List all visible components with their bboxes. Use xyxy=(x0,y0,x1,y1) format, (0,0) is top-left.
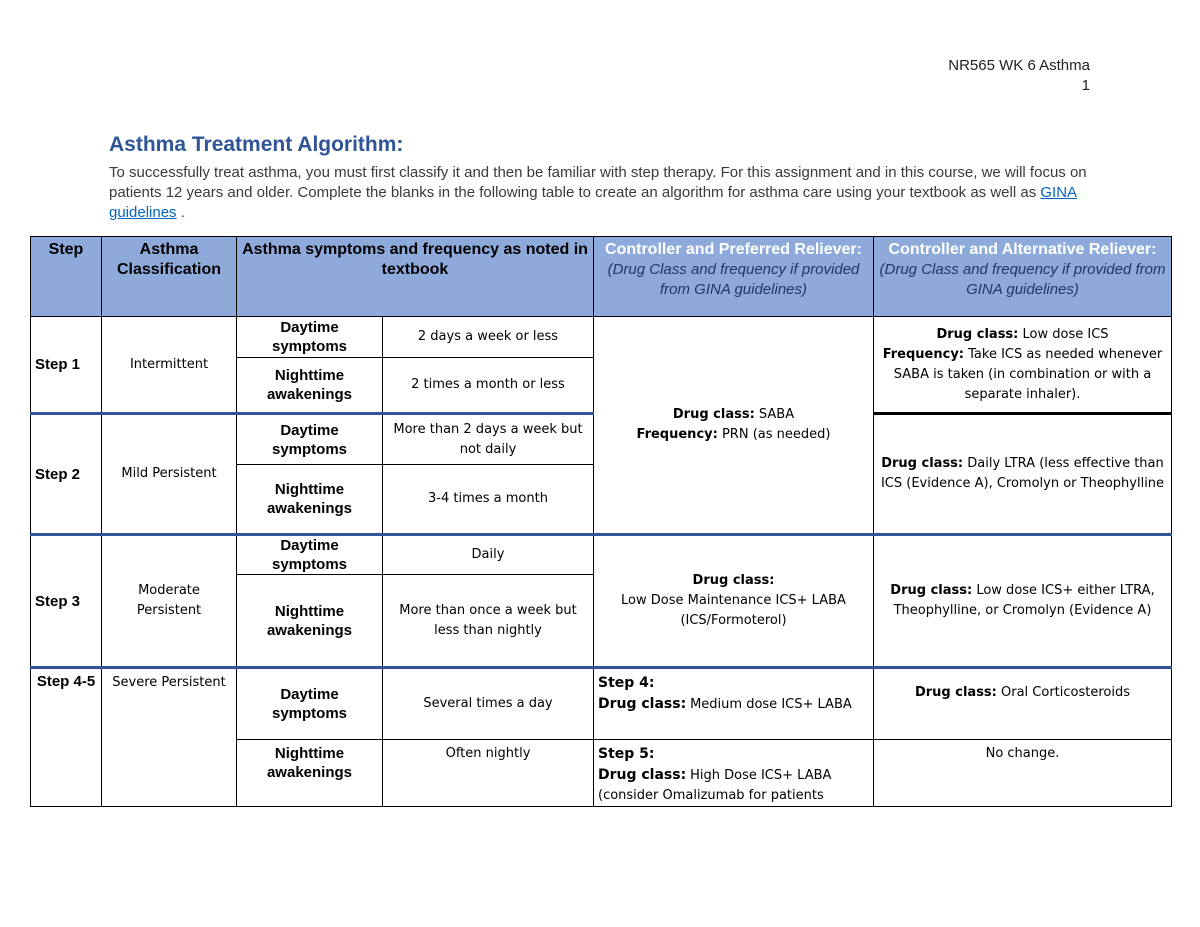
header-step: Step xyxy=(31,237,102,317)
step3-daytime-label: Daytime symptoms xyxy=(237,535,383,575)
header-alternative xyxy=(874,237,1172,317)
step5-alternative: No change. xyxy=(874,740,1172,807)
step3-alternative xyxy=(874,535,1172,668)
step2-classification: Mild Persistent xyxy=(102,414,237,535)
step2-alt-drug: Daily LTRA (less effective than ICS (Evidence A), Cromolyn or Theophylline xyxy=(880,456,1165,491)
step3-preferred xyxy=(594,535,874,668)
step4-drug: Medium dose ICS+ LABA xyxy=(690,697,852,712)
step1-alt-freq: Take ICS as needed whenever SABA is taken (in combination or with a separate inhaler). xyxy=(893,346,1163,402)
step4-alt-drug-label: Drug class: xyxy=(914,685,997,700)
step2-nighttime-value: 3-4 times a month xyxy=(383,465,594,535)
step3-nighttime-label: Nighttime awakenings xyxy=(237,575,383,668)
step45-step: Step 4-5 xyxy=(31,668,102,807)
step45-classification: Severe Persistent xyxy=(102,668,237,807)
step3-nighttime-value: More than once a week but less than nightly xyxy=(383,575,594,668)
step5-drug: High Dose ICS+ LABA xyxy=(690,768,832,783)
page-title: Asthma Treatment Algorithm: xyxy=(109,133,404,156)
step1-nighttime-value: 2 times a month or less xyxy=(383,358,594,414)
header-symptoms: Asthma symptoms and frequency as noted in textbook xyxy=(237,237,594,317)
step1-2-preferred xyxy=(594,317,874,535)
step3-daytime-value: Daily xyxy=(383,535,594,575)
step1-daytime-label: Daytime symptoms xyxy=(237,317,383,358)
step2-alternative xyxy=(874,414,1172,535)
step5-preferred xyxy=(594,740,874,807)
course-header: NR565 WK 6 Asthma xyxy=(948,57,1090,74)
step4-label: Step 4: xyxy=(598,675,655,691)
step45-nighttime-label: Nighttime awakenings xyxy=(237,740,383,807)
step5-drug-label: Drug class: xyxy=(598,767,687,783)
step2-daytime-label: Daytime symptoms xyxy=(237,414,383,465)
step1-daytime-value: 2 days a week or less xyxy=(383,317,594,358)
step2-daytime-value: More than 2 days a week but not daily xyxy=(383,414,594,465)
header-preferred xyxy=(594,237,874,317)
step1-classification: Intermittent xyxy=(102,317,237,414)
asthma-algorithm-table xyxy=(30,236,1172,807)
step3-preferred-drug: Low Dose Maintenance ICS+ LABA (ICS/Formoterol) xyxy=(621,593,846,628)
step45-daytime-value: Several times a day xyxy=(383,668,594,740)
step1-step: Step 1 xyxy=(31,317,102,414)
step3-classification: Moderate Persistent xyxy=(102,535,237,668)
intro-end: . xyxy=(176,204,185,221)
step3-alt-drug: Low dose ICS+ either LTRA, Theophylline, or Cromolyn (Evidence A) xyxy=(893,583,1155,618)
header-classification: Asthma Classification xyxy=(102,237,237,317)
step3-step: Step 3 xyxy=(31,535,102,668)
intro-text: To successfully treat asthma, you must first classify it and then be familiar with step therapy. For this assignment and in this course, we will focus on patients 12 years and older. Complete the blanks in the following table to create an algorithm for asthma care using your textbook as well as xyxy=(109,164,1087,201)
step4-alt-drug: Oral Corticosteroids xyxy=(1001,685,1131,700)
page-header xyxy=(948,56,1090,96)
page-number: 1 xyxy=(1081,77,1090,94)
step2-step: Step 2 xyxy=(31,414,102,535)
step4-preferred xyxy=(594,668,874,740)
step1-alternative xyxy=(874,317,1172,414)
step5-note: (consider Omalizumab for patients xyxy=(598,788,824,803)
step3-preferred-drug-label: Drug class: xyxy=(692,573,775,588)
step1-preferred-freq: PRN (as needed) xyxy=(721,427,831,442)
step5-label: Step 5: xyxy=(598,746,655,762)
step4-alternative xyxy=(874,668,1172,740)
step45-nighttime-value: Often nightly xyxy=(383,740,594,807)
step1-nighttime-label: Nighttime awakenings xyxy=(237,358,383,414)
header-alternative-sub: (Drug Class and frequency if provided from GINA guidelines) xyxy=(879,261,1166,298)
step4-drug-label: Drug class: xyxy=(598,696,687,712)
intro-paragraph xyxy=(109,163,1099,223)
step1-alt-drug-label: Drug class: xyxy=(936,326,1019,342)
header-preferred-title: Controller and Preferred Reliever: xyxy=(605,241,862,258)
step1-preferred-drug-label: Drug class: xyxy=(672,407,755,422)
gina-guidelines-link[interactable]: GINA guidelines xyxy=(109,184,1078,221)
step1-alt-freq-label: Frequency: xyxy=(882,346,964,362)
step1-preferred-drug: SABA xyxy=(758,407,795,422)
step2-nighttime-label: Nighttime awakenings xyxy=(237,465,383,535)
step1-preferred-freq-label: Frequency: xyxy=(636,427,718,442)
header-alternative-title: Controller and Alternative Reliever: xyxy=(888,241,1157,258)
step1-alt-drug: Low dose ICS xyxy=(1022,326,1109,342)
step45-daytime-label: Daytime symptoms xyxy=(237,668,383,740)
step2-alt-drug-label: Drug class: xyxy=(881,456,964,471)
step3-alt-drug-label: Drug class: xyxy=(890,583,973,598)
header-preferred-sub: (Drug Class and frequency if provided from GINA guidelines) xyxy=(607,261,860,298)
